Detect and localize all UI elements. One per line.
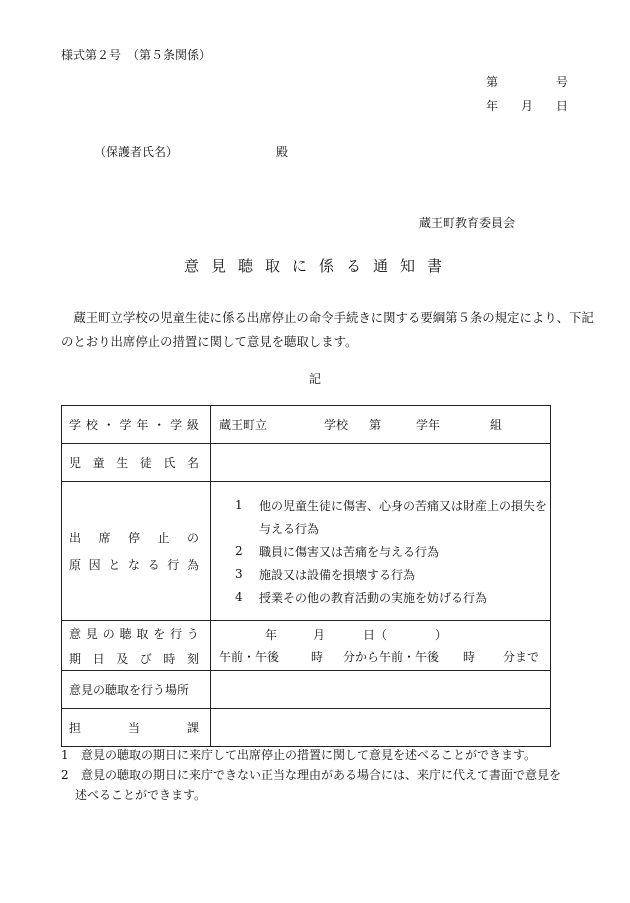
school-label-cell bbox=[62, 406, 211, 444]
body-paragraph bbox=[61, 306, 594, 354]
label-char: ・ bbox=[153, 418, 166, 432]
label-char: 為 bbox=[186, 558, 199, 572]
reason-number: 4 bbox=[235, 590, 243, 604]
issue-date-day: 日 bbox=[555, 99, 568, 113]
reason-text: 職員に傷害又は苦痛を与える行為 bbox=[259, 544, 440, 559]
label-char: 校 bbox=[85, 418, 98, 432]
label-char: 童 bbox=[92, 456, 105, 470]
dept-value bbox=[211, 709, 551, 747]
label-char: 学 bbox=[69, 418, 82, 432]
recipient-line bbox=[94, 145, 289, 159]
issue-number bbox=[486, 76, 568, 88]
label-char: 名 bbox=[186, 456, 199, 470]
reason-number: 2 bbox=[235, 544, 243, 558]
note-item-2 bbox=[61, 765, 591, 785]
reason-item-1-cont: 与える行為 bbox=[259, 521, 320, 536]
reason-label-line-2 bbox=[69, 556, 199, 573]
label-char: 行 bbox=[170, 626, 183, 641]
label-char: 行 bbox=[167, 558, 180, 572]
label-char: 止 bbox=[157, 531, 170, 545]
issue-date-month: 月 bbox=[520, 99, 533, 113]
reason-text: 授業その他の教育活動の実施を妨げる行為 bbox=[259, 590, 488, 605]
time-from-min: 分から午前・午後 bbox=[343, 650, 440, 664]
datetime-label-cell bbox=[62, 621, 211, 671]
note-text: 意見の聴取の期日に来庁できない正当な理由がある場合には、来庁に代えて書面で意見を bbox=[81, 768, 562, 782]
label-char: 取 bbox=[136, 626, 149, 641]
reason-item-4 bbox=[235, 586, 550, 609]
table-row bbox=[62, 444, 551, 482]
label-char: 席 bbox=[98, 531, 111, 545]
body-line-1: 蔵王町立学校の児童生徒に係る出席停止の命令手続きに関する要綱第５条の規定により、下記 bbox=[61, 310, 594, 325]
issue-number-prefix: 第 bbox=[486, 75, 499, 89]
place-label-cell bbox=[62, 671, 211, 709]
datetime-label-line-2 bbox=[69, 650, 199, 667]
school-label bbox=[69, 416, 199, 433]
label-char: 氏 bbox=[163, 456, 176, 470]
school-suffix: 学校 bbox=[324, 418, 349, 432]
label-char: 聴 bbox=[119, 626, 132, 641]
school-grade: 学年 bbox=[416, 418, 441, 432]
date-month: 月 bbox=[313, 628, 326, 642]
reason-item-2 bbox=[235, 540, 550, 563]
label-char: 停 bbox=[127, 531, 140, 545]
issue-number-suffix: 号 bbox=[555, 75, 568, 89]
reason-text: 施設又は設備を損壊する行為 bbox=[259, 567, 416, 582]
issuer-name: 蔵王町教育委員会 bbox=[419, 216, 516, 230]
document-title: 意見聴取に係る通知書 bbox=[184, 257, 455, 275]
recipient-honorific: 殿 bbox=[276, 145, 289, 159]
time-from-ampm: 午前・午後 bbox=[219, 650, 280, 664]
issue-date-year: 年 bbox=[486, 99, 499, 113]
label-char: び bbox=[139, 651, 152, 666]
label-char: な bbox=[127, 558, 140, 572]
date-year: 年 bbox=[265, 628, 278, 642]
date-close: ） bbox=[435, 628, 448, 642]
note-item-2-cont: 述べることができます。 bbox=[75, 788, 207, 802]
label-char: 原 bbox=[69, 558, 82, 572]
label-char: 刻 bbox=[186, 651, 199, 666]
recipient-label: （保護者氏名） bbox=[94, 145, 179, 159]
reason-number: 3 bbox=[235, 567, 243, 581]
date-day: 日（ bbox=[363, 628, 388, 642]
label-char: 日 bbox=[92, 651, 105, 666]
label-char: る bbox=[147, 558, 160, 572]
label-char: 担 bbox=[69, 721, 82, 735]
label-char: う bbox=[186, 626, 199, 641]
reason-list bbox=[211, 482, 551, 621]
place-value bbox=[211, 671, 551, 709]
label-char: 期 bbox=[69, 651, 82, 666]
label-char: 及 bbox=[116, 651, 129, 666]
table-row bbox=[62, 406, 551, 444]
dept-label-cell bbox=[62, 709, 211, 747]
reason-item-3 bbox=[235, 563, 550, 586]
place-label: 意見の聴取を行う場所 bbox=[69, 683, 190, 697]
reason-number: 1 bbox=[235, 498, 243, 512]
school-town: 蔵王町立 bbox=[219, 418, 268, 432]
label-char: ・ bbox=[102, 418, 115, 432]
label-char: 年 bbox=[136, 418, 149, 432]
table-row bbox=[62, 709, 551, 747]
school-class: 組 bbox=[490, 418, 503, 432]
label-char: 課 bbox=[186, 721, 199, 735]
label-char: 因 bbox=[88, 558, 101, 572]
label-char: 当 bbox=[127, 721, 140, 735]
label-char: 時 bbox=[163, 651, 176, 666]
datetime-label-line-1 bbox=[69, 625, 199, 642]
label-char: 見 bbox=[85, 626, 98, 641]
issue-date bbox=[486, 100, 568, 112]
time-to-hour: 時 bbox=[463, 650, 476, 664]
label-char: を bbox=[153, 626, 166, 641]
label-char: 級 bbox=[186, 418, 199, 432]
ki-label: 記 bbox=[309, 372, 322, 386]
dept-label bbox=[69, 719, 199, 736]
label-char: 出 bbox=[69, 531, 82, 545]
table-row bbox=[62, 671, 551, 709]
note-number: 1 bbox=[61, 748, 69, 762]
student-name-value bbox=[211, 444, 551, 482]
label-char: 意 bbox=[69, 626, 82, 641]
notes bbox=[61, 745, 591, 805]
label-char: 学 bbox=[170, 418, 183, 432]
form-number: 様式第２号 （第５条関係） bbox=[61, 48, 212, 62]
school-dai: 第 bbox=[369, 418, 382, 432]
table-row bbox=[62, 482, 551, 621]
body-line-2: のとおり出席停止の措置に関して意見を聴取します。 bbox=[61, 334, 358, 349]
school-value bbox=[219, 416, 550, 433]
time-to-min: 分まで bbox=[503, 650, 540, 664]
label-char: 学 bbox=[119, 418, 132, 432]
student-label-cell bbox=[62, 444, 211, 482]
label-char: の bbox=[102, 626, 115, 641]
reason-label-line-1 bbox=[69, 529, 199, 546]
label-char: 生 bbox=[116, 456, 129, 470]
student-label bbox=[69, 454, 199, 471]
note-item-1 bbox=[61, 745, 591, 765]
reason-text: 他の児童生徒に傷害、心身の苦痛又は財産上の損失を bbox=[259, 498, 548, 513]
info-table bbox=[61, 405, 551, 747]
label-char: と bbox=[108, 558, 121, 572]
label-char: 徒 bbox=[139, 456, 152, 470]
datetime-value-cell bbox=[211, 621, 551, 671]
school-value-cell bbox=[211, 406, 551, 444]
table-row bbox=[62, 621, 551, 671]
time-from-hour: 時 bbox=[311, 650, 324, 664]
note-text: 意見の聴取の期日に来庁して出席停止の措置に関して意見を述べることができます。 bbox=[81, 748, 537, 762]
label-char: 児 bbox=[69, 456, 82, 470]
reason-label-cell bbox=[62, 482, 211, 621]
time-line bbox=[219, 646, 550, 668]
note-number: 2 bbox=[61, 768, 69, 782]
label-char: の bbox=[186, 531, 199, 545]
reason-item-1 bbox=[235, 494, 550, 517]
date-line bbox=[219, 624, 550, 646]
